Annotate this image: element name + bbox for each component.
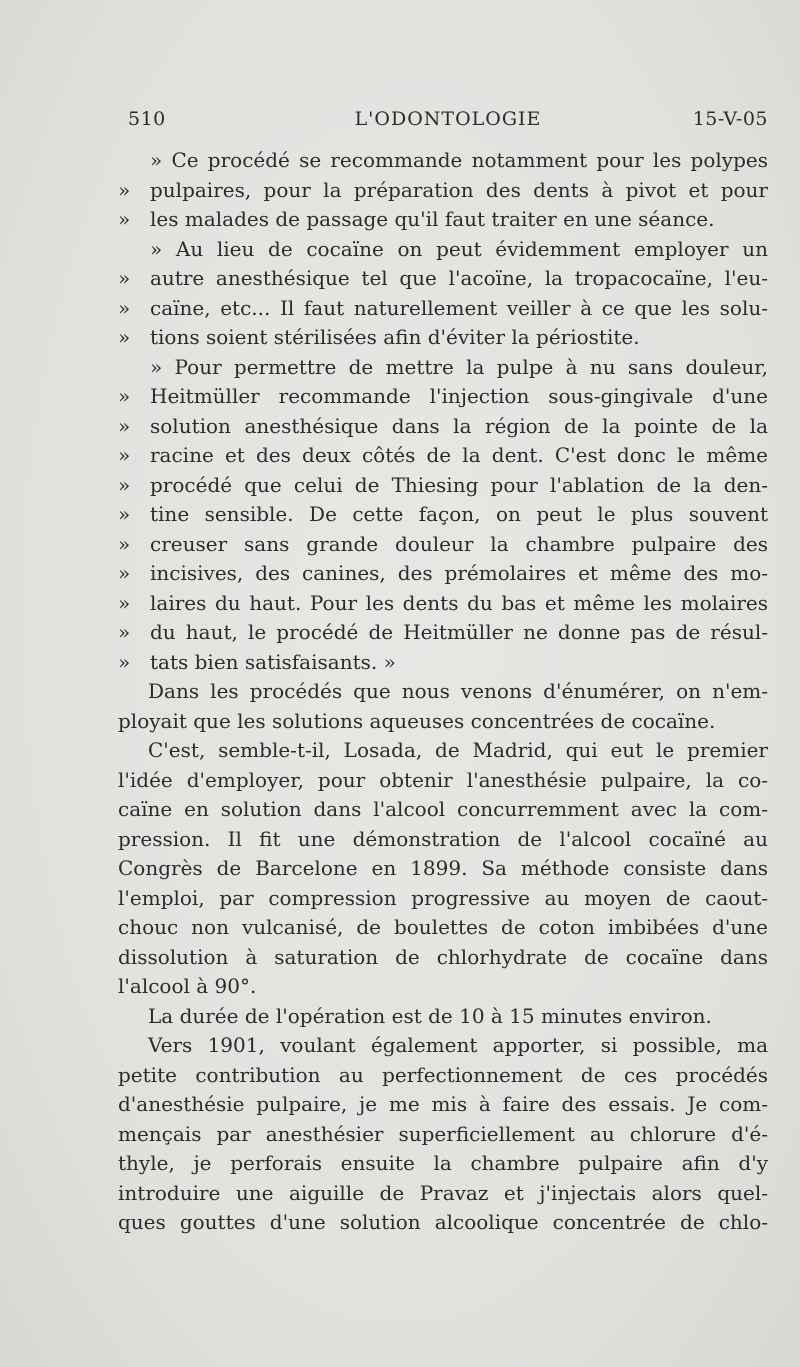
line-text: Dans les procédés que nous venons d'énumérer, on n'em- (148, 679, 768, 703)
line-text: dissolution à saturation de chlorhydrate de cocaïne dans (118, 944, 768, 969)
line-text: tine sensible. De cette façon, on peut le plus souvent (150, 502, 768, 526)
line-text: Congrès de Barcelone en 1899. Sa méthode consiste dans (118, 856, 768, 880)
text-line (118, 766, 768, 796)
quote-mark: » (118, 561, 131, 585)
text-line (118, 530, 768, 560)
line-text: » Pour permettre de mettre la pulpe à nu sans douleur, (150, 354, 768, 379)
line-text: incisives, des canines, des prémolaires et même des mo- (150, 561, 768, 585)
line-text: solution anesthésique dans la région de la pointe de la (150, 413, 768, 438)
page-number: 510 (128, 108, 166, 130)
line-text: procédé que celui de Thiesing pour l'ablation de la den- (150, 472, 768, 497)
text-line (118, 648, 768, 678)
text-line (118, 943, 768, 973)
line-text: racine et des deux côtés de la dent. C'est donc le même (150, 443, 768, 467)
text-line (118, 559, 768, 589)
text-line (118, 825, 768, 855)
line-text: l'alcool à 90°. (118, 974, 257, 998)
line-text: l'idée d'employer, pour obtenir l'anesthésie pulpaire, la co- (118, 767, 768, 792)
text-line (118, 382, 768, 412)
text-line (118, 1120, 768, 1150)
line-text: caïne, etc... Il faut naturellement veiller à ce que les solu- (150, 295, 768, 320)
text-line (118, 1090, 768, 1120)
body-text (118, 146, 768, 1238)
text-line (118, 913, 768, 943)
line-text: les malades de passage qu'il faut traiter en une séance. (150, 207, 715, 231)
quote-mark: » (118, 531, 131, 556)
line-text: Vers 1901, voulant également apporter, si possible, ma (148, 1033, 768, 1057)
line-text: l'emploi, par compression progressive au moyen de caout- (118, 885, 768, 910)
line-text: creuser sans grande douleur la chambre pulpaire des (150, 531, 768, 556)
line-text: ployait que les solutions aqueuses concentrées de cocaïne. (118, 708, 716, 733)
line-text: » Ce procédé se recommande notamment pour les polypes (150, 148, 768, 172)
issue-date: 15-V-05 (692, 108, 768, 130)
text-line (118, 412, 768, 442)
text-line (118, 736, 768, 766)
line-text: thyle, je perforais ensuite la chambre pulpaire afin d'y (118, 1151, 768, 1175)
text-line (118, 1061, 768, 1091)
running-title: L'ODONTOLOGIE (354, 108, 542, 130)
line-text: du haut, le procédé de Heitmüller ne donne pas de résul- (150, 620, 768, 644)
text-line (118, 677, 768, 707)
line-text: La durée de l'opération est de 10 à 15 minutes environ. (148, 1003, 712, 1028)
line-text: C'est, semble-t-il, Losada, de Madrid, qui eut le premier (148, 738, 768, 762)
line-text: petite contribution au perfectionnement de ces procédés (118, 1062, 768, 1087)
line-text: caïne en solution dans l'alcool concurremment avec la com- (118, 797, 768, 821)
running-header (128, 108, 768, 138)
line-text: tats bien satisfaisants. » (150, 649, 396, 674)
text-line (118, 1149, 768, 1179)
text-line (118, 1208, 768, 1238)
line-text: » Au lieu de cocaïne on peut évidemment employer un (150, 236, 768, 261)
quote-mark: » (118, 384, 131, 408)
quote-mark: » (118, 502, 131, 526)
text-line (118, 618, 768, 648)
text-line (118, 707, 768, 737)
quote-mark: » (118, 620, 131, 644)
text-line (118, 972, 768, 1002)
text-line (118, 176, 768, 206)
text-line (118, 353, 768, 383)
text-line (118, 441, 768, 471)
quote-mark: » (118, 443, 131, 467)
quote-mark: » (118, 177, 131, 202)
text-line (118, 264, 768, 294)
line-text: laires du haut. Pour les dents du bas et même les molaires (150, 590, 768, 615)
text-line (118, 854, 768, 884)
text-line (118, 795, 768, 825)
text-line (118, 500, 768, 530)
quote-mark: » (118, 325, 131, 349)
quote-mark: » (118, 649, 131, 674)
line-text: Heitmüller recommande l'injection sous-gingivale d'une (150, 384, 768, 408)
quote-mark: » (118, 472, 131, 497)
text-line (118, 323, 768, 353)
text-line (118, 1002, 768, 1032)
quote-mark: » (118, 295, 131, 320)
line-text: tions soient stérilisées afin d'éviter la périostite. (150, 325, 640, 349)
text-line (118, 235, 768, 265)
line-text: ques gouttes d'une solution alcoolique concentrée de chlo- (118, 1210, 768, 1234)
text-line (118, 205, 768, 235)
text-line (118, 471, 768, 501)
line-text: pulpaires, pour la préparation des dents à pivot et pour (150, 177, 768, 202)
line-text: pression. Il fit une démonstration de l'alcool cocaïné au (118, 826, 768, 851)
quote-mark: » (118, 266, 131, 290)
quote-mark: » (118, 207, 131, 231)
text-line (118, 146, 768, 176)
line-text: d'anesthésie pulpaire, je me mis à faire des essais. Je com- (118, 1092, 768, 1116)
line-text: mençais par anesthésier superficiellement au chlorure d'é- (118, 1121, 768, 1146)
quote-mark: » (118, 590, 131, 615)
line-text: chouc non vulcanisé, de boulettes de coton imbibées d'une (118, 915, 768, 939)
line-text: introduire une aiguille de Pravaz et j'injectais alors quel- (118, 1180, 768, 1205)
text-line (118, 1179, 768, 1209)
line-text: autre anesthésique tel que l'acoïne, la tropacocaïne, l'eu- (150, 266, 768, 290)
quote-mark: » (118, 413, 131, 438)
text-line (118, 589, 768, 619)
text-line (118, 884, 768, 914)
text-line (118, 294, 768, 324)
text-line (118, 1031, 768, 1061)
